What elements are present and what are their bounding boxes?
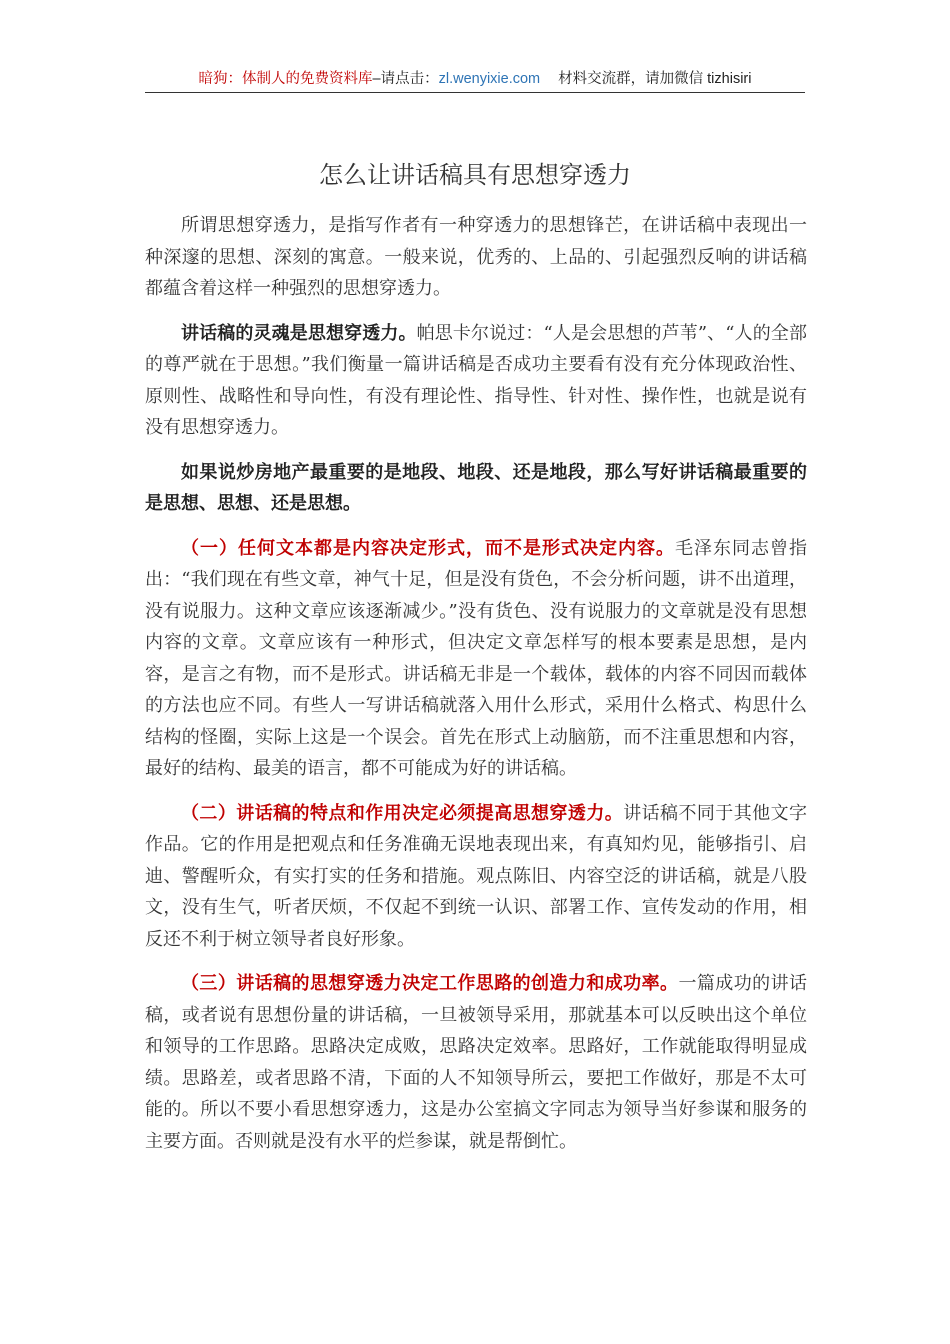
paragraph-text: 毛泽东同志曾指出：“我们现在有些文章，神气十足，但是没有货色，不会分析问题，讲不出道理，没有说服力。这种文章应该逐渐减少。”没有货色、没有说服力的文章就是没有思想内容的文章。文章应该有一种形式，但决定文章怎样写的根本要素是思想，是内容，是言之有物，而不是形式。讲话稿无非是一个载体，载体的内容不同因而载体的方法也应不同。有些人一写讲话稿就落入用什么形式，采用什么格式、构思什么结构的怪圈，实际上这是一个误会。首先在形式上动脑筋，而不注重思想和内容，最好的结构、最美的语言，都不可能成为好的讲话稿。 — [145, 537, 807, 779]
header-brand: 暗狗：体制人的免费资料库 — [198, 71, 373, 87]
paragraph-intro — [145, 210, 807, 305]
header-wechat-note: 材料交流群，请加微信 tizhisiri — [558, 71, 752, 87]
section-heading: （三）讲话稿的思想穿透力决定工作思路的创造力和成功率。 — [181, 973, 679, 994]
paragraph-text: 讲话稿不同于其他文字作品。它的作用是把观点和任务准确无误地表现出来，有真知灼见，能够指引、启迪、警醒听众，有实打实的任务和措施。观点陈旧、内容空泛的讲话稿，就是八股文，没有生气，听者厌烦，不仅起不到统一认识、部署工作、宣传发动的作用，相反还不利于树立领导者良好形象。 — [145, 802, 808, 950]
document-title: 怎么让讲话稿具有思想穿透力 — [319, 161, 631, 189]
paragraph-text: 帕思卡尔说过：“人是会思想的芦苇”、“人的全部的尊严就在于思想。”我们衡量一篇讲话稿是否成功主要看有没有充分体现政治性、原则性、战略性和导向性，有没有理论性、指导性、针对性、操作性，也就是说有没有思想穿透力。 — [145, 322, 808, 438]
paragraph-section-1 — [145, 533, 807, 785]
section-heading: （二）讲话稿的特点和作用决定必须提高思想穿透力。 — [181, 802, 624, 824]
paragraph-section-2 — [145, 798, 807, 956]
paragraph-soul — [145, 318, 807, 444]
header-link[interactable]: zl.wenyixie.com — [438, 71, 541, 87]
paragraph-text: 所谓思想穿透力，是指写作者有一种穿透力的思想锋芒，在讲话稿中表现出一种深邃的思想、深刻的寓意。一般来说，优秀的、上品的、引起强烈反响的讲话稿都蕴含着这样一种强烈的思想穿透力。 — [145, 215, 807, 299]
paragraph-analogy — [145, 457, 807, 520]
paragraph-lead: 如果说炒房地产最重要的是地段、地段、还是地段，那么写好讲话稿最重要的是思想、思想、还是思想。 — [145, 461, 807, 514]
document-body — [145, 210, 807, 1170]
page-header — [145, 66, 805, 93]
paragraph-text: 一篇成功的讲话稿，或者说有思想份量的讲话稿，一旦被领导采用，那就基本可以反映出这个单位和领导的工作思路。思路决定成败，思路决定效率。思路好，工作就能取得明显成绩。思路差，或者思路不清，下面的人不知领导所云，要把工作做好，那是不太可能的。所以不要小看思想穿透力，这是办公室搞文字同志为领导当好参谋和服务的主要方面。否则就是没有水平的烂参谋，就是帮倒忙。 — [145, 973, 807, 1152]
header-prompt: –请点击： — [372, 71, 439, 87]
paragraph-lead: 讲话稿的灵魂是思想穿透力。 — [181, 322, 417, 344]
paragraph-section-3 — [145, 968, 807, 1157]
section-heading: （一）任何文本都是内容决定形式，而不是形式决定内容。 — [181, 537, 675, 559]
